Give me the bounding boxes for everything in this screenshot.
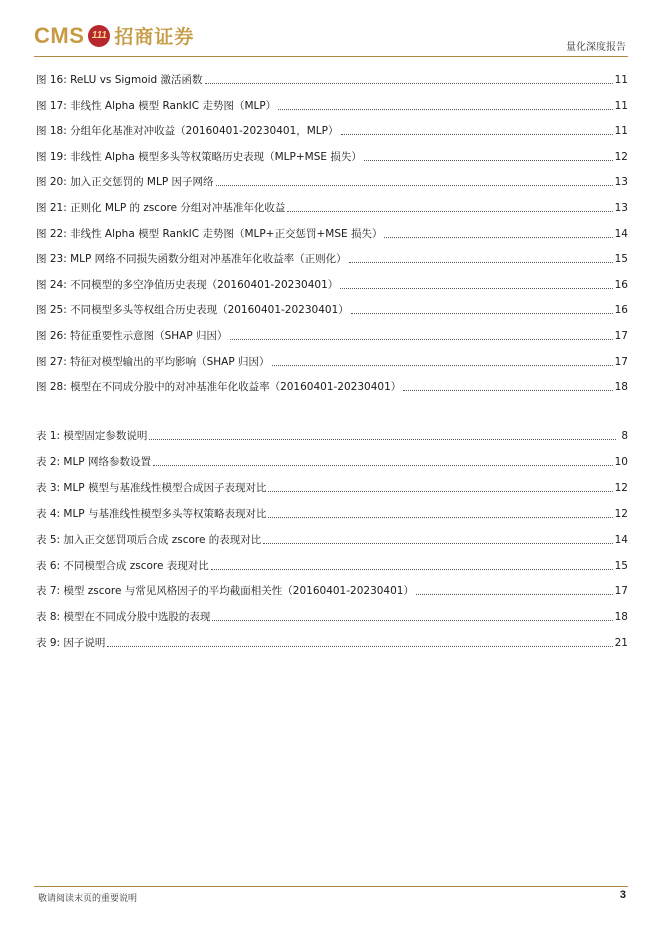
toc-entry-title: 图 28: 模型在不同成分股中的对冲基准年化收益率（20160401-20230401） <box>36 381 402 394</box>
dot-leader <box>268 517 612 518</box>
toc-entry-title: 表 3: MLP 模型与基准线性模型合成因子表现对比 <box>36 481 267 494</box>
figure-entry[interactable] <box>36 378 628 394</box>
toc-entry-page: 15 <box>614 253 628 266</box>
toc-entry-page: 18 <box>614 381 628 394</box>
table-entry[interactable] <box>36 582 628 598</box>
figure-entry[interactable] <box>36 199 628 215</box>
dot-leader <box>416 594 613 595</box>
logo-latin-text: CMS <box>34 22 85 48</box>
toc-entry-title: 图 17: 非线性 Alpha 模型 RankIC 走势图（MLP） <box>36 99 277 112</box>
toc-entry-page: 8 <box>621 430 628 442</box>
toc-entry-title: 表 9: 因子说明 <box>36 637 106 650</box>
toc-entry-page: 15 <box>614 559 628 572</box>
toc-entry-page: 18 <box>614 611 628 624</box>
toc-entry-title: 图 27: 特征对模型输出的平均影响（SHAP 归因） <box>36 355 270 368</box>
dot-leader <box>272 365 613 366</box>
figure-entry[interactable] <box>36 250 628 266</box>
footer-disclaimer: 敬请阅读末页的重要说明 <box>38 894 138 904</box>
report-type-label: 量化深度报告 <box>566 42 626 53</box>
toc-entry-title: 表 1: 模型固定参数说明 <box>36 430 148 442</box>
figure-entry[interactable] <box>36 353 628 369</box>
toc-entry-page: 14 <box>614 227 628 240</box>
dot-leader <box>153 465 613 466</box>
toc-entry-page: 17 <box>614 355 628 368</box>
dot-leader <box>212 620 612 621</box>
toc-entry-page: 17 <box>614 585 628 598</box>
toc-entry-title: 图 26: 特征重要性示意图（SHAP 归因） <box>36 330 228 342</box>
toc-entry-page: 11 <box>614 99 628 112</box>
dot-leader <box>278 109 612 110</box>
dot-leader <box>216 185 613 186</box>
table-entry[interactable] <box>36 479 628 495</box>
toc-entry-title: 图 23: MLP 网络不同损失函数分组对冲基准年化收益率（正则化） <box>36 253 347 266</box>
toc-entry-title: 表 2: MLP 网络参数设置 <box>36 455 151 468</box>
dot-leader <box>149 439 616 440</box>
toc-entry-page: 13 <box>614 176 628 189</box>
toc-entry-title: 图 24: 不同模型的多空净值历史表现（20160401-20230401） <box>36 278 339 291</box>
table-entry[interactable] <box>36 608 628 624</box>
toc-entry-page: 10 <box>614 455 628 468</box>
cms-logo <box>34 22 194 49</box>
table-entry[interactable] <box>36 427 628 443</box>
figure-entry[interactable] <box>36 148 628 164</box>
dot-leader <box>340 288 612 289</box>
figure-entry[interactable] <box>36 97 628 113</box>
figure-entry[interactable] <box>36 276 628 292</box>
toc-entry-title: 图 20: 加入正交惩罚的 MLP 因子网络 <box>36 176 214 189</box>
toc-entry-page: 21 <box>614 637 628 650</box>
dot-leader <box>351 313 613 314</box>
toc-entry-title: 图 18: 分组年化基准对冲收益（20160401-20230401，MLP） <box>36 125 339 138</box>
dot-leader <box>205 83 613 84</box>
page-number: 3 <box>619 889 626 901</box>
dot-leader <box>211 569 613 570</box>
toc-entry-page: 13 <box>614 202 628 214</box>
dot-leader <box>268 491 612 492</box>
table-entry[interactable] <box>36 634 628 650</box>
toc-entry-page: 17 <box>614 330 628 342</box>
toc-entry-page: 14 <box>614 533 628 546</box>
dot-leader <box>263 543 612 544</box>
dot-leader <box>287 211 612 212</box>
toc-entry-title: 表 4: MLP 与基准线性模型多头等权策略表现对比 <box>36 507 267 520</box>
table-entry[interactable] <box>36 505 628 521</box>
dot-leader <box>341 134 613 135</box>
dot-leader <box>349 262 613 263</box>
figure-entry[interactable] <box>36 301 628 317</box>
toc-entry-page: 12 <box>614 481 628 494</box>
toc-entry-page: 16 <box>614 278 628 291</box>
toc-entry-title: 表 6: 不同模型合成 zscore 表现对比 <box>36 559 209 572</box>
toc-entry-page: 11 <box>614 125 628 138</box>
figure-entry[interactable] <box>36 327 628 343</box>
dot-leader <box>384 237 612 238</box>
toc-entry-title: 表 8: 模型在不同成分股中选股的表现 <box>36 611 211 624</box>
toc-entry-title: 图 19: 非线性 Alpha 模型多头等权策略历史表现（MLP+MSE 损失） <box>36 150 362 163</box>
table-entry[interactable] <box>36 453 628 469</box>
figure-entry[interactable] <box>36 71 628 87</box>
toc-entry-title: 表 5: 加入正交惩罚项后合成 zscore 的表现对比 <box>36 533 262 546</box>
figure-entry[interactable] <box>36 122 628 138</box>
dot-leader <box>107 646 612 647</box>
toc-entry-title: 表 7: 模型 zscore 与常见风格因子的平均截面相关性（20160401-20230401） <box>36 585 414 598</box>
toc-entry-title: 图 22: 非线性 Alpha 模型 RankIC 走势图（MLP+正交惩罚+MSE 损失） <box>36 227 383 240</box>
logo-badge-icon: 111 <box>88 25 110 47</box>
page-header <box>0 0 662 62</box>
toc-entry-title: 图 25: 不同模型多头等权组合历史表现（20160401-20230401） <box>36 304 349 317</box>
toc-entry-page: 12 <box>614 507 628 520</box>
toc-entry-page: 12 <box>614 150 628 163</box>
footer-divider <box>34 886 628 887</box>
toc-entry-title: 图 21: 正则化 MLP 的 zscore 分组对冲基准年化收益 <box>36 202 286 214</box>
dot-leader <box>230 339 613 340</box>
toc-entry-page: 11 <box>614 74 628 86</box>
logo-chinese-text: 招商证券 <box>114 26 195 48</box>
figure-entry[interactable] <box>36 225 628 241</box>
toc-entry-title: 图 16: ReLU vs Sigmoid 激活函数 <box>36 74 203 86</box>
dot-leader <box>403 390 612 391</box>
figure-entry[interactable] <box>36 173 628 189</box>
table-entry[interactable] <box>36 531 628 547</box>
header-divider <box>34 56 628 57</box>
table-entry[interactable] <box>36 557 628 573</box>
toc-entry-page: 16 <box>614 304 628 317</box>
dot-leader <box>364 160 613 161</box>
